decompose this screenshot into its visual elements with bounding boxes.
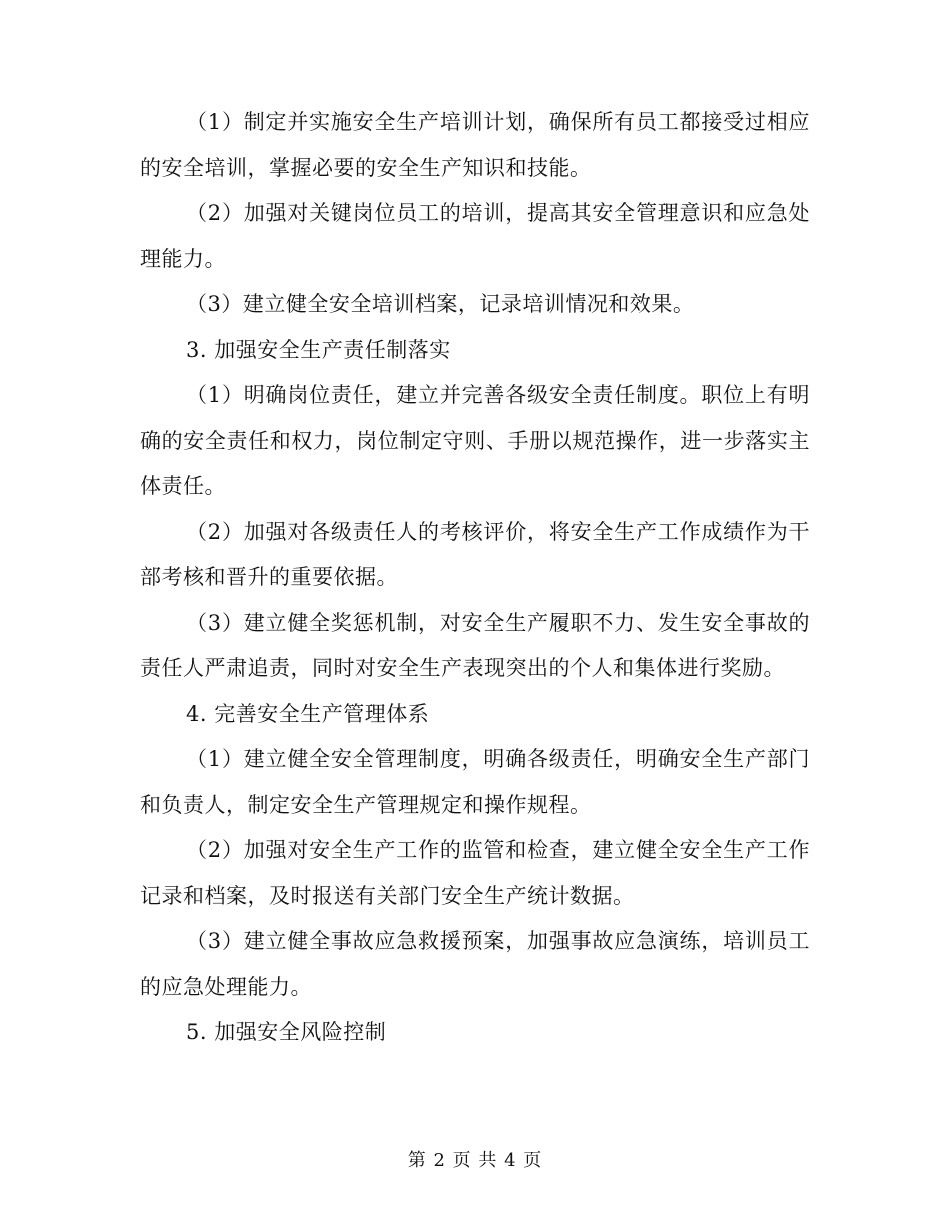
page-number-footer: 第 2 页 共 4 页 [407, 1150, 543, 1171]
paragraph-training-plan: （1）制定并实施安全生产培训计划，确保所有员工都接受过相应的安全培训，掌握必要的安全生产知识和技能。 [140, 110, 810, 180]
paragraph-training-records: （3）建立健全安全培训档案，记录培训情况和效果。 [186, 292, 695, 316]
section-heading-4: 4. 完善安全生产管理体系 [186, 701, 430, 726]
paragraph-management-system: （1）建立健全安全管理制度，明确各级责任，明确安全生产部门和负责人，制定安全生产管理规定和操作规程。 [140, 747, 810, 817]
paragraph-assessment: （2）加强对各级责任人的考核评价，将安全生产工作成绩作为干部考核和晋升的重要依据。 [140, 519, 810, 589]
paragraph-supervision: （2）加强对安全生产工作的监管和检查，建立健全安全生产工作记录和档案，及时报送有关部门安全生产统计数据。 [140, 838, 810, 908]
document-body [140, 100, 810, 1056]
paragraph-key-position-training: （2）加强对关键岗位员工的培训，提高其安全管理意识和应急处理能力。 [140, 201, 810, 271]
paragraph-position-responsibility: （1）明确岗位责任，建立并完善各级安全责任制度。职位上有明确的安全责任和权力，岗位制定守则、手册以规范操作，进一步落实主体责任。 [140, 383, 810, 498]
paragraph-emergency-plan: （3）建立健全事故应急救援预案，加强事故应急演练，培训员工的应急处理能力。 [140, 929, 810, 999]
paragraph-reward-punishment: （3）建立健全奖惩机制，对安全生产履职不力、发生安全事故的责任人严肃追责，同时对安全生产表现突出的个人和集体进行奖励。 [140, 610, 810, 680]
section-heading-3: 3. 加强安全生产责任制落实 [186, 337, 451, 362]
section-heading-5: 5. 加强安全风险控制 [186, 1020, 387, 1044]
